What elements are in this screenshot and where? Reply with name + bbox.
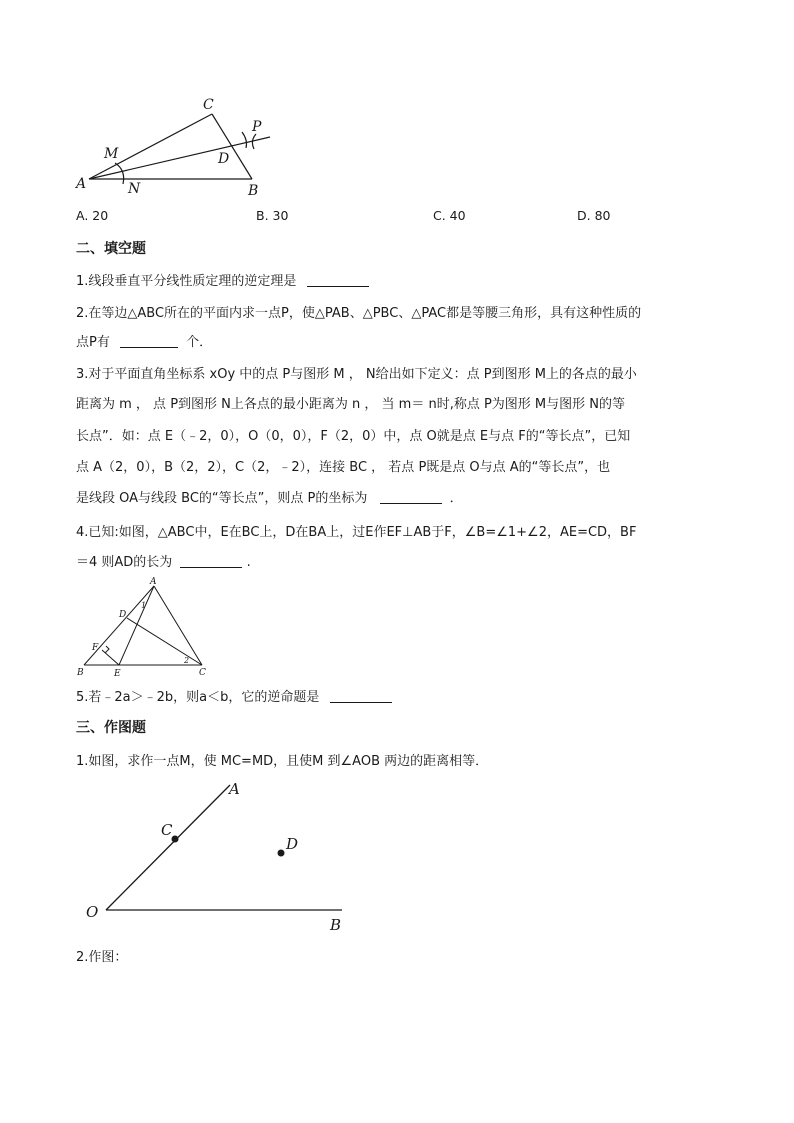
question-3-2: 2.作图： xyxy=(76,950,128,965)
label-d: D xyxy=(218,151,230,167)
segment-dc xyxy=(127,618,202,665)
question-2-2-line1: 2.在等边△ABC所在的平面内求一点P，使△PAB、△PBC、△PAC都是等腰三角形，具有这种性质的 xyxy=(76,306,642,321)
label-p: P xyxy=(252,119,262,135)
point-c xyxy=(172,836,179,843)
figure-triangle-def xyxy=(74,574,214,680)
label-a: A xyxy=(150,577,157,587)
question-2-4-text-b: . xyxy=(246,555,251,570)
label-e: E xyxy=(114,669,121,679)
segment-ef xyxy=(102,650,119,665)
question-2-3-text-a: 是线段 OA与线段 BC的“等长点”，则点 P的坐标为 xyxy=(76,491,368,506)
question-2-2-text-a: 点P有 xyxy=(76,335,110,350)
segment-ac xyxy=(154,586,202,665)
arc-p2 xyxy=(252,134,256,149)
label-c: C xyxy=(203,97,214,113)
option-a[interactable]: A. 20 xyxy=(76,208,109,223)
answer-blank-2-3[interactable] xyxy=(380,491,442,504)
question-2-5 xyxy=(76,686,392,705)
label-d: D xyxy=(286,835,299,853)
label-b: B xyxy=(330,916,342,934)
question-3-1: 1.如图，求作一点M，使 MC=MD，且使M 到∠AOB 两边的距离相等． xyxy=(76,754,489,769)
option-c[interactable]: C. 40 xyxy=(433,208,466,223)
question-2-3-line1: 3.对于平面直角坐标系 xOy 中的点 P与图形 M ， N给出如下定义：点 P到图形 M上的各点的最小 xyxy=(76,367,637,382)
section-heading-fill-in: 二、填空题 xyxy=(76,241,146,257)
question-2-2-line2 xyxy=(76,331,212,350)
label-n: N xyxy=(128,181,141,197)
figure-triangle-abc-bisector xyxy=(70,92,290,200)
question-2-3-line2: 距离为 m ， 点 P到图形 N上各点的最小距离为 n ， 当 m＝ n时,称点 P为图形 M与图形 N的等 xyxy=(76,397,626,412)
question-2-3-line4: 点 A（2，0），B（2，2），C（2，﹣2），连接 BC ， 若点 P既是点 O与点 A的“等长点”，也 xyxy=(76,460,611,475)
label-c: C xyxy=(161,821,173,839)
question-2-4-line1: 4.已知:如图，△ABC中，E在BC上，D在BA上，过E作EF⊥AB于F，∠B=∠1+∠2，AE=CD，BF xyxy=(76,525,637,540)
label-a: A xyxy=(229,780,240,798)
answer-blank-2-4[interactable] xyxy=(180,555,242,568)
answer-blank-2-1[interactable] xyxy=(307,274,369,287)
answer-blank-2-2[interactable] xyxy=(120,335,178,348)
option-b[interactable]: B. 30 xyxy=(256,208,289,223)
answer-blank-2-5[interactable] xyxy=(330,690,392,703)
arc-mn xyxy=(115,163,124,184)
segment-ae xyxy=(119,586,154,665)
ray-oa xyxy=(106,785,230,910)
label-d: D xyxy=(119,610,127,620)
question-2-3-line5 xyxy=(76,487,463,506)
point-d xyxy=(278,850,285,857)
arc-p1 xyxy=(242,132,247,148)
question-2-1 xyxy=(76,270,369,289)
question-2-5-text: 5.若﹣2a＞﹣2b，则a＜b，它的逆命题是 xyxy=(76,690,320,705)
label-a: A xyxy=(76,176,87,192)
label-o: O xyxy=(86,903,99,921)
figure-angle-aob xyxy=(80,775,360,937)
question-2-1-text: 1.线段垂直平分线性质定理的逆定理是 xyxy=(76,274,297,289)
section-heading-construction: 三、作图题 xyxy=(76,720,146,736)
label-angle-1: 1 xyxy=(141,601,147,610)
label-f: F xyxy=(92,643,99,653)
question-2-4-line2 xyxy=(76,551,251,570)
label-b: B xyxy=(77,668,84,678)
right-angle-mark-f xyxy=(105,646,109,653)
question-2-2-text-b: 个． xyxy=(186,335,213,350)
option-d[interactable]: D. 80 xyxy=(577,208,611,223)
label-angle-2: 2 xyxy=(184,656,190,665)
label-b: B xyxy=(248,183,259,199)
segment-ba xyxy=(84,586,154,665)
question-2-3-line3: 长点”．如：点 E（﹣2，0），O（0，0），F（2，0）中，点 O就是点 E与点 F的“等长点”，已知 xyxy=(76,429,631,444)
question-2-3-text-b: ． xyxy=(449,491,463,506)
label-m: M xyxy=(104,146,119,162)
label-c: C xyxy=(199,668,206,678)
question-2-4-text-a: ＝4 则AD的长为 xyxy=(76,555,173,570)
